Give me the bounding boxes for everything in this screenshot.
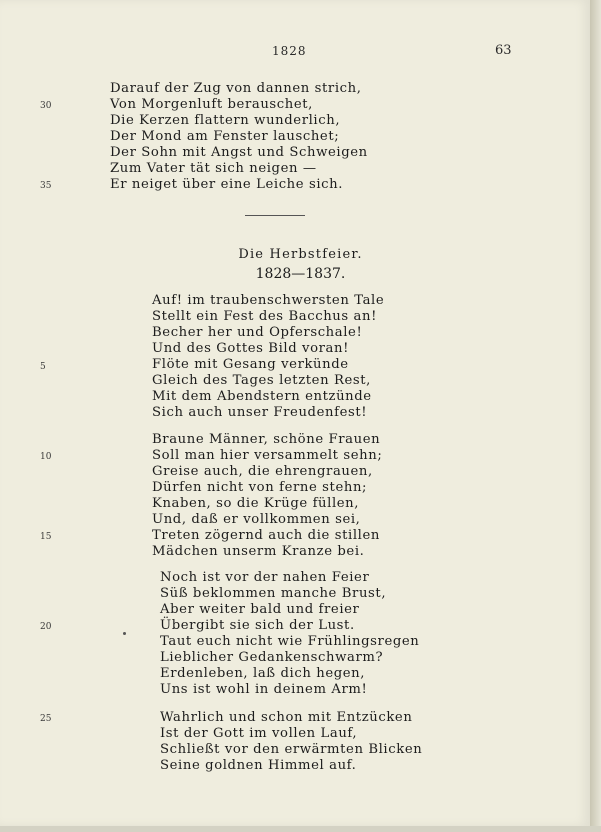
verse-line: Flöte mit Gesang verkünde: [152, 357, 349, 372]
verse-line: Mit dem Abendstern entzünde: [152, 389, 372, 404]
verse-line: Uns ist wohl in deinem Arm!: [160, 682, 368, 697]
running-head-year: 1828: [272, 44, 307, 58]
verse-line: Mädchen unserm Kranze bei.: [152, 544, 365, 559]
line-number: 5: [40, 362, 46, 372]
verse-line: Becher her und Opferschale!: [152, 325, 363, 340]
verse-line: Dürfen nicht von ferne stehn;: [152, 480, 368, 495]
line-number: 15: [40, 532, 52, 542]
verse-line: Taut euch nicht wie Frühlingsregen: [160, 634, 420, 649]
verse-line: Und, daß er vollkommen sei,: [152, 512, 361, 527]
poem-title: Die Herbstfeier.: [238, 247, 363, 262]
verse-line: Noch ist vor der nahen Feier: [160, 570, 370, 585]
verse-line: Zum Vater tät sich neigen —: [110, 161, 317, 176]
verse-line: Übergibt sie sich der Lust.: [160, 618, 355, 633]
verse-line: Ist der Gott im vollen Lauf,: [160, 726, 358, 741]
verse-line: Süß beklommen manche Brust,: [160, 586, 387, 601]
verse-line: Von Morgenluft berauschet,: [110, 97, 313, 112]
verse-line: Er neiget über eine Leiche sich.: [110, 177, 344, 192]
verse-line: Und des Gottes Bild voran!: [152, 341, 349, 356]
line-number: 35: [40, 181, 52, 191]
verse-line: Der Sohn mit Angst und Schweigen: [110, 145, 368, 160]
line-number: 20: [40, 622, 52, 632]
page-edge-shadow: [590, 0, 601, 832]
section-divider: [245, 215, 305, 216]
verse-line: Stellt ein Fest des Bacchus an!: [152, 309, 377, 324]
verse-line: Seine goldnen Himmel auf.: [160, 758, 357, 773]
verse-line: Auf! im traubenschwersten Tale: [152, 293, 385, 308]
line-number: 30: [40, 101, 52, 111]
verse-line: Die Kerzen flattern wunderlich,: [110, 113, 341, 128]
verse-line: Soll man hier versammelt sehn;: [152, 448, 383, 463]
verse-line: Lieblicher Gedankenschwarm?: [160, 650, 384, 665]
verse-line: Der Mond am Fenster lauschet;: [110, 129, 340, 144]
verse-line: Aber weiter bald und freier: [160, 602, 360, 617]
line-number: 25: [40, 714, 52, 724]
verse-line: Braune Männer, schöne Frauen: [152, 432, 381, 447]
verse-line: Sich auch unser Freudenfest!: [152, 405, 368, 420]
print-speck: [123, 632, 126, 635]
verse-line: Erdenleben, laß dich hegen,: [160, 666, 366, 681]
page-bottom-edge: [0, 826, 601, 832]
verse-line: Darauf der Zug von dannen strich,: [110, 81, 362, 96]
page-number: 63: [495, 43, 512, 58]
line-number: 10: [40, 452, 52, 462]
verse-line: Greise auch, die ehrengrauen,: [152, 464, 373, 479]
verse-line: Knaben, so die Krüge füllen,: [152, 496, 360, 511]
poem-years: 1828—1837.: [255, 266, 346, 282]
verse-line: Wahrlich und schon mit Entzücken: [160, 710, 413, 725]
verse-line: Schließt vor den erwärmten Blicken: [160, 742, 423, 757]
verse-line: Treten zögernd auch die stillen: [152, 528, 380, 543]
verse-line: Gleich des Tages letzten Rest,: [152, 373, 371, 388]
